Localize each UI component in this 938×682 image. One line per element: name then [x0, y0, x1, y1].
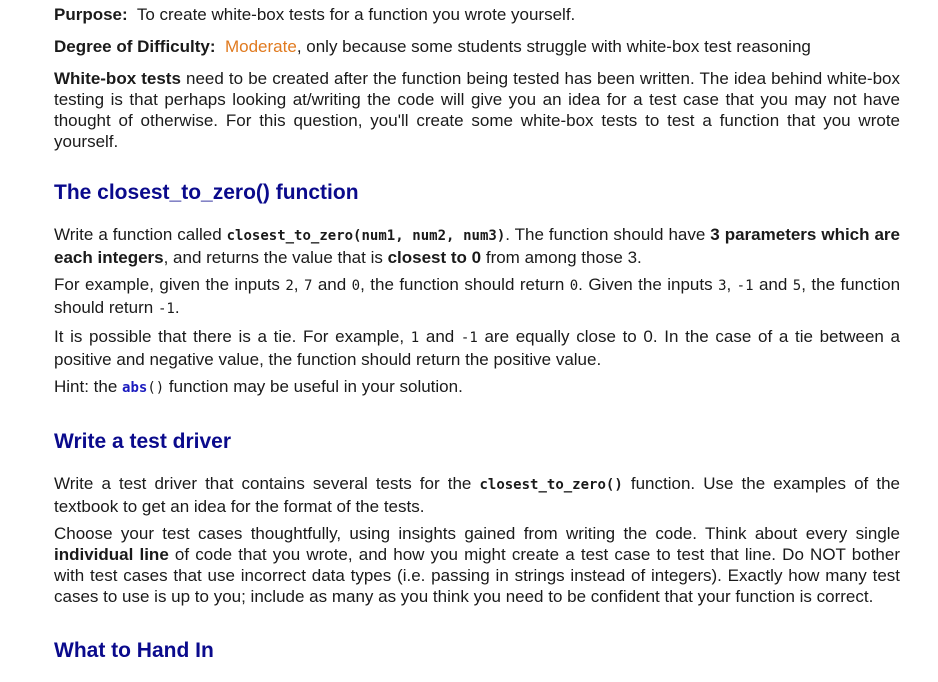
text-span: Write a function called — [54, 225, 227, 244]
text-span: For example, given the inputs — [54, 275, 286, 294]
text-span: . The function should have — [505, 225, 711, 244]
purpose-text: To create white-box tests for a function you wrote yourself. — [136, 5, 576, 24]
inline-code: 7 — [303, 278, 313, 294]
purpose-label: Purpose: — [54, 5, 128, 24]
text-span: , the function should return — [54, 275, 901, 317]
test-driver-paragraph — [54, 473, 900, 517]
difficulty-label: Degree of Difficulty: — [54, 37, 216, 56]
intro-bold: White-box tests — [54, 69, 181, 88]
function-description — [54, 224, 900, 268]
intro-paragraph — [54, 68, 900, 152]
text-span: , the function should return — [360, 275, 570, 294]
example-paragraph — [54, 274, 900, 320]
inline-code: -1 — [736, 278, 754, 294]
text-span: and — [753, 275, 793, 294]
text-span: , — [293, 275, 304, 294]
abs-keyword: abs — [122, 380, 148, 396]
inline-code: -1 — [460, 330, 478, 346]
bold-text: 3 parameters which are each integers — [54, 225, 901, 267]
text-span: function. Use the examples of the textbook to get an idea for the format of the tests. — [54, 474, 900, 516]
text-span: function may be useful in your solution. — [164, 377, 463, 396]
text-span: are equally close to 0. In the case of a tie between a positive and negative value, the function should return the positive value. — [54, 327, 900, 369]
difficulty-line — [54, 36, 900, 57]
purpose-line — [54, 4, 900, 25]
hint-paragraph — [54, 376, 900, 399]
function-signature: closest_to_zero(num1, num2, num3) — [226, 228, 506, 244]
text-span: and — [312, 275, 352, 294]
section-heading-closest-to-zero: The closest_to_zero() function — [54, 181, 359, 204]
text-span: Hint: the — [54, 377, 123, 396]
text-span: , — [726, 275, 737, 294]
inline-code: 0 — [569, 278, 579, 294]
intro-text: need to be created after the function being tested has been written. The idea behind white-box testing is that perhaps looking at/writing the code will give you an idea for a test case that you may not have thought of otherwise. For this question, you'll create some white-box tests to test a function that you wrote yourself. — [54, 69, 901, 151]
text-span: Write a test driver that contains several tests for the — [54, 474, 480, 493]
inline-code: 3 — [718, 278, 727, 294]
text-span: . — [174, 298, 180, 317]
difficulty-level: Moderate — [224, 37, 297, 56]
tie-paragraph — [54, 326, 900, 370]
test-cases-paragraph — [54, 523, 900, 607]
text-span: of code that you wrote, and how you might create a test case to test that line. Do NOT bother with test cases that use incorrect data types (i.e. passing in strings instead of integers). Exactly how many test cases to use is up to you; include as many as you think you need to be confident that your function is correct. — [54, 545, 900, 606]
inline-code: -1 — [157, 301, 175, 317]
text-span: and — [419, 327, 461, 346]
inline-code: 5 — [792, 278, 802, 294]
inline-code: closest_to_zero() — [479, 477, 623, 493]
text-span: , and returns the value that is — [163, 248, 388, 267]
inline-code: 2 — [285, 278, 294, 294]
assignment-page — [54, 4, 900, 682]
section-heading-hand-in: What to Hand In — [54, 639, 214, 662]
text-span: Choose your test cases thoughtfully, using insights gained from writing the code. Think about every single — [54, 524, 900, 543]
inline-code: 1 — [410, 330, 420, 346]
text-span: It is possible that there is a tie. For example, — [54, 327, 411, 346]
inline-code: () — [147, 380, 165, 396]
inline-code: 0 — [351, 278, 361, 294]
bold-text: individual line — [54, 545, 169, 564]
text-span: from among those 3. — [481, 248, 642, 267]
text-span: . Given the inputs — [578, 275, 719, 294]
section-heading-test-driver: Write a test driver — [54, 430, 232, 453]
difficulty-text: , only because some students struggle with white-box test reasoning — [296, 37, 811, 56]
bold-text: closest to 0 — [387, 248, 482, 267]
